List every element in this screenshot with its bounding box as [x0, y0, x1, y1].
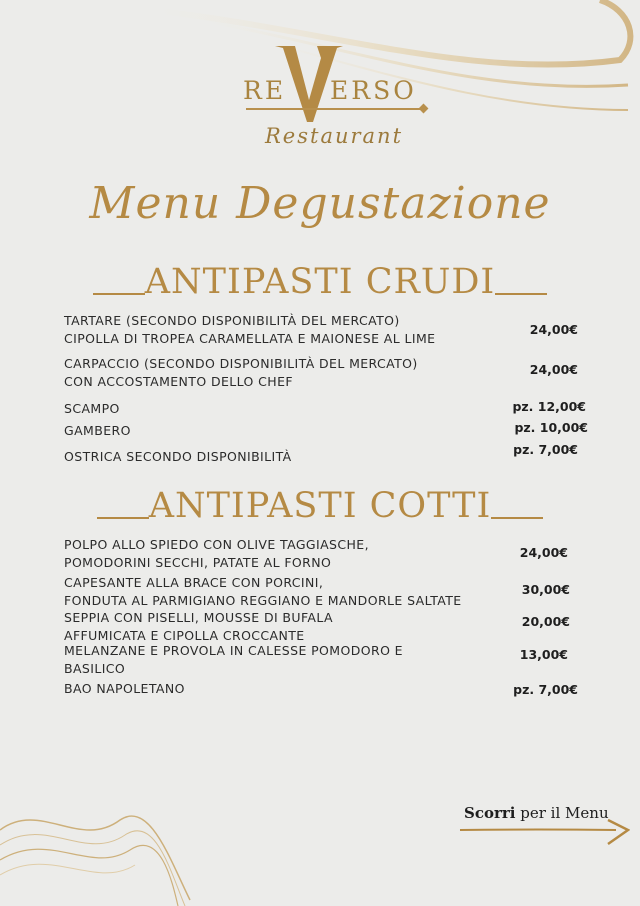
menu-item-price: 20,00€	[521, 614, 570, 629]
section-title-antipasti-cotti: ANTIPASTI COTTI	[0, 486, 640, 526]
menu-item-name: SCAMPO	[64, 401, 120, 416]
scroll-hint-bold: Scorri	[464, 804, 516, 822]
menu-item-price: 24,00€	[529, 362, 578, 377]
logo-text-re: RE	[243, 76, 287, 105]
menu-item-price: pz. 7,00€	[513, 682, 578, 697]
scroll-hint-rest: per il Menu	[520, 804, 609, 822]
menu-item-price: 24,00€	[529, 322, 578, 337]
logo-text-erso: ERSO	[330, 76, 417, 105]
menu-title: Menu Degustazione	[89, 178, 551, 229]
menu-item-name: POLPO ALLO SPIEDO CON OLIVE TAGGIASCHE, POMODORINI SECCHI, PATATE AL FORNO	[64, 537, 369, 570]
menu-item-name: SEPPIA CON PISELLI, MOUSSE DI BUFALA AFFUMICATA E CIPOLLA CROCCANTE	[64, 610, 333, 643]
logo-divider	[246, 108, 422, 110]
menu-item-price: pz. 10,00€	[514, 420, 588, 435]
menu-item-price: pz. 7,00€	[513, 442, 578, 457]
menu-item-name: TARTARE (SECONDO DISPONIBILITÀ DEL MERCATO) CIPOLLA DI TROPEA CARAMELLATA E MAIONESE AL LIME	[64, 313, 436, 346]
section-title-antipasti-crudi: ANTIPASTI CRUDI	[0, 262, 640, 302]
arrow-right-icon	[458, 818, 630, 848]
logo-subtitle: Restaurant	[264, 124, 404, 148]
menu-item-name: CAPESANTE ALLA BRACE CON PORCINI, FONDUTA AL PARMIGIANO REGGIANO E MANDORLE SALTATE	[64, 575, 462, 608]
menu-item-price: 30,00€	[521, 582, 570, 597]
menu-item-name: OSTRICA SECONDO DISPONIBILITÀ	[64, 449, 292, 464]
menu-item-name: CARPACCIO (SECONDO DISPONIBILITÀ DEL MERCATO) CON ACCOSTAMENTO DELLO CHEF	[64, 356, 418, 389]
menu-item-price: 24,00€	[519, 545, 568, 560]
menu-item-name: BAO NAPOLETANO	[64, 681, 185, 696]
menu-item-name: GAMBERO	[64, 423, 131, 438]
menu-item-name: MELANZANE E PROVOLA IN CALESSE POMODORO E BASILICO	[64, 643, 403, 676]
logo-divider-diamond	[419, 104, 429, 114]
menu-item-price: pz. 12,00€	[512, 399, 586, 414]
menu-item-price: 13,00€	[519, 647, 568, 662]
